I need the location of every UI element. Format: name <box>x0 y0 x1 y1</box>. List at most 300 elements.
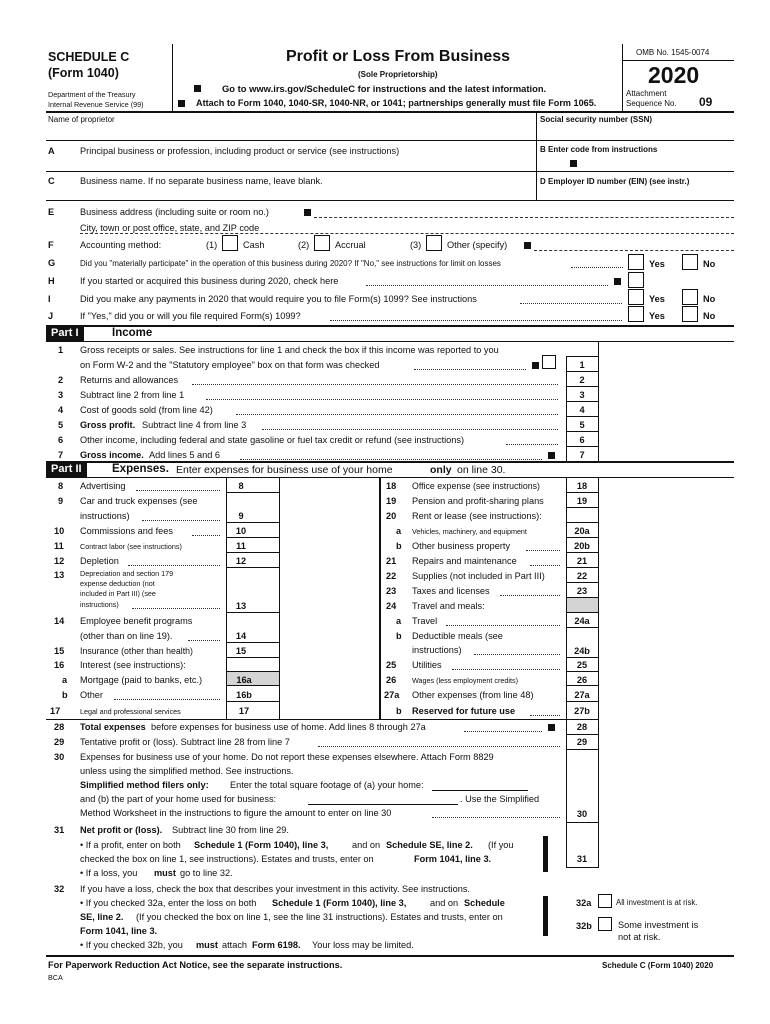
i-yes-checkbox[interactable] <box>628 289 644 305</box>
line-30-business-sqft: and (b) the part of your home used for business: <box>80 794 277 804</box>
line-number: 4 <box>58 405 64 415</box>
line-number: 9 <box>58 496 64 506</box>
leader-dots <box>188 640 220 641</box>
line-letter: b <box>396 541 402 551</box>
all-at-risk-checkbox[interactable] <box>598 894 612 908</box>
line-30-label: Expenses for business use of your home. Do not report these expenses elsewhere. Attach Form 8829 <box>80 752 494 762</box>
line-16-label: Interest (see instructions): <box>80 660 186 670</box>
line-number: 23 <box>386 586 397 596</box>
line-number-box: 24a <box>574 616 590 626</box>
other-method-field[interactable] <box>534 250 734 251</box>
line-14-label: Employee benefit programs <box>80 616 193 626</box>
bracket-icon <box>543 896 548 936</box>
leader-dots <box>366 285 608 286</box>
line-number-box: 12 <box>235 556 247 566</box>
divider <box>566 822 598 823</box>
line-number-box: 14 <box>235 631 247 641</box>
line-8-label: Advertising <box>80 481 126 491</box>
line-1-label: Gross receipts or sales. See instructions for line 1 and check the box if this income was reported to you <box>80 345 499 355</box>
line-30-simplified-cont: . Use the Simplified <box>460 794 540 804</box>
line-25-label: Utilities <box>412 660 442 670</box>
line-24a-label: Travel <box>412 616 438 626</box>
line-number-box: 31 <box>576 854 588 864</box>
tax-year: 2020 <box>648 62 700 88</box>
line-number-box: 21 <box>576 556 588 566</box>
option-number: (2) <box>298 240 310 250</box>
leader-dots <box>236 414 558 415</box>
omb-number: OMB No. 1545-0074 <box>636 48 710 57</box>
line-31-and: and on <box>352 840 381 850</box>
bullet-icon <box>548 452 555 459</box>
line-i-label: Did you make any payments in 2020 that would require you to file Form(s) 1099? See instructions <box>80 294 477 304</box>
attach-instructions: Attach to Form 1040, 1040-SR, 1040-NR, or 1041; partnerships generally must file Form 1065. <box>196 98 597 108</box>
line-32-form1041: Form 1041, line 3. <box>80 926 158 936</box>
line-31-must: must <box>154 868 176 878</box>
divider <box>598 823 599 868</box>
line-14-label-cont: (other than on line 19). <box>80 631 173 641</box>
line-letter: a <box>396 616 402 626</box>
divider <box>566 749 598 750</box>
leader-dots <box>318 746 560 747</box>
line-32-sched1: Schedule 1 (Form 1040), line 3, <box>272 898 407 908</box>
line-number: 1 <box>58 345 64 355</box>
divider <box>536 112 537 141</box>
line-number: 10 <box>54 526 65 536</box>
divider <box>566 685 598 686</box>
line-31-checked: checked the box on line 1, see instructions). Estates and trusts, enter on <box>80 854 374 864</box>
line-number: 17 <box>50 706 61 716</box>
divider <box>566 582 598 583</box>
j-no-checkbox[interactable] <box>682 306 698 322</box>
some-not-at-risk-label-cont: not at risk. <box>618 932 661 942</box>
line-13-label: Depreciation and section 179 <box>80 569 174 578</box>
line-number-box: 20b <box>574 541 590 551</box>
divider <box>566 507 598 508</box>
line-32-form6198: Form 6198. <box>252 940 301 950</box>
divider <box>566 416 598 417</box>
bullet-icon <box>532 362 539 369</box>
divider <box>46 955 734 957</box>
divider <box>566 431 598 432</box>
line-30-label-cont: unless using the simplified method. See instructions. <box>80 766 294 776</box>
line-letter: C <box>48 176 55 186</box>
paperwork-notice: For Paperwork Reduction Act Notice, see the separate instructions. <box>48 960 343 970</box>
line-22-label: Supplies (not included in Part III) <box>412 571 545 581</box>
divider <box>566 734 598 735</box>
other-method-checkbox[interactable] <box>426 235 442 251</box>
line-number-box: 24b <box>574 646 590 656</box>
line-31-profit: • If a profit, enter on both <box>80 840 181 850</box>
line-number-box: 15 <box>235 646 247 656</box>
leader-dots <box>136 490 220 491</box>
line-number-box: 17 <box>238 706 250 716</box>
line-13-label-cont: instructions) <box>80 600 119 609</box>
line-a-label: Principal business or profession, including product or service (see instructions) <box>80 146 400 156</box>
leader-dots <box>240 459 542 460</box>
line-24-label: Travel and meals: <box>412 601 485 611</box>
divider <box>598 753 599 823</box>
line-letter: G <box>48 258 56 268</box>
line-32-schedule: Schedule <box>464 898 505 908</box>
divider <box>226 657 279 658</box>
divider <box>598 341 599 462</box>
bullet-icon <box>304 209 311 216</box>
line-13-label-cont: expense deduction (not <box>80 579 155 588</box>
line-5-label: Gross profit. <box>80 420 136 430</box>
line-20b-label: Other business property <box>412 541 511 551</box>
line-4-label: Cost of goods sold (from line 42) <box>80 405 213 415</box>
line-c-label: Business name. If no separate business name, leave blank. <box>80 176 323 186</box>
line-number: 14 <box>54 616 65 626</box>
line-number-box: 9 <box>238 511 244 521</box>
line-28-label-cont: before expenses for business use of home. Add lines 8 through 27a <box>151 722 426 732</box>
divider <box>226 642 279 643</box>
divider <box>566 627 598 628</box>
form-label: (Form 1040) <box>48 66 119 80</box>
g-no-checkbox[interactable] <box>682 254 698 270</box>
accrual-checkbox[interactable] <box>314 235 330 251</box>
attachment-label: Attachment <box>626 89 667 98</box>
divider <box>226 492 279 493</box>
leader-dots <box>114 699 220 700</box>
line-17-label: Legal and professional services <box>80 707 181 716</box>
schedule-label: SCHEDULE C <box>48 50 130 64</box>
some-not-at-risk-checkbox[interactable] <box>598 917 612 931</box>
line-31-goto: go to line 32. <box>180 868 233 878</box>
line-number: 5 <box>58 420 64 430</box>
divider <box>46 719 566 720</box>
divider <box>566 867 598 868</box>
part-2-title-end: on line 30. <box>457 464 506 476</box>
some-not-at-risk-label: Some investment is <box>618 920 699 930</box>
divider <box>566 612 598 613</box>
goto-instructions: Go to www.irs.gov/ScheduleC for instructions and the latest information. <box>222 83 547 94</box>
line-32-must: must <box>196 940 218 950</box>
line-number: 20 <box>386 511 397 521</box>
line-number-box: 22 <box>576 571 588 581</box>
leader-dots <box>452 669 560 670</box>
dept-treasury: Department of the Treasury <box>48 90 136 99</box>
line-12-label: Depletion <box>80 556 119 566</box>
line-29-label: Tentative profit or (loss). Subtract line 28 from line 7 <box>80 737 290 747</box>
leader-dots <box>474 654 560 655</box>
yes-label: Yes <box>649 294 665 304</box>
line-number: 11 <box>54 541 64 551</box>
leader-dots <box>142 520 220 521</box>
line-number-box: 2 <box>579 375 585 385</box>
bullet-icon <box>548 724 555 731</box>
yes-label: Yes <box>649 311 665 321</box>
line-number: 32a <box>576 898 592 908</box>
line-32-label: If you have a loss, check the box that describes your investment in this activity. See instructions. <box>80 884 470 894</box>
bullet-icon <box>614 278 621 285</box>
divider <box>566 492 598 493</box>
leader-dots <box>464 731 542 732</box>
divider <box>566 401 598 402</box>
line-31-ifyou: (If you <box>488 840 514 850</box>
line-19-label: Pension and profit-sharing plans <box>412 496 544 506</box>
line-number-box: 29 <box>576 737 588 747</box>
line-number-box: 16b <box>236 690 252 700</box>
statutory-employee-checkbox[interactable] <box>542 355 556 369</box>
sequence-label: Sequence No. <box>626 99 677 108</box>
all-at-risk-label: All investment is at risk. <box>616 898 698 907</box>
line-number: 2 <box>58 375 64 385</box>
divider <box>46 140 734 141</box>
line-32-checked-a: • If you checked 32a, enter the loss on both <box>80 898 257 908</box>
leader-dots <box>530 715 560 716</box>
line-number-box: 27b <box>574 706 590 716</box>
line-11-label: Contract labor (see instructions) <box>80 542 182 551</box>
line-number: 22 <box>386 571 397 581</box>
bracket-icon <box>543 836 548 872</box>
line-24b-label-cont: instructions) <box>412 645 462 655</box>
line-number: 31 <box>54 825 65 835</box>
leader-dots <box>500 595 560 596</box>
line-32-attach: attach <box>222 940 248 950</box>
line-number: 7 <box>58 450 64 460</box>
line-letter: a <box>62 675 68 685</box>
line-number-box: 13 <box>235 601 247 611</box>
line-20-label: Rent or lease (see instructions): <box>412 511 542 521</box>
line-number: 19 <box>386 496 397 506</box>
line-number: 15 <box>54 646 65 656</box>
form-reference: Schedule C (Form 1040) 2020 <box>602 961 714 970</box>
divider <box>536 140 537 172</box>
line-f-label: Accounting method: <box>80 240 162 250</box>
dept-irs: Internal Revenue Service (99) <box>48 100 144 109</box>
line-28-label: Total expenses <box>80 722 146 732</box>
line-e-label: Business address (including suite or room no.) <box>80 207 269 217</box>
divider <box>566 446 598 447</box>
leader-dots <box>506 444 558 445</box>
line-32-and: and on <box>430 898 459 908</box>
line-31-sched1: Schedule 1 (Form 1040), line 3, <box>194 840 329 850</box>
line-number-box: 27a <box>574 690 590 700</box>
line-26-label: Wages (less employment credits) <box>412 676 518 685</box>
page-subtitle: (Sole Proprietorship) <box>358 70 438 79</box>
leader-dots <box>262 429 558 430</box>
divider <box>566 657 598 658</box>
line-31-sched-se: Schedule SE, line 2. <box>386 840 473 850</box>
bca-label: BCA <box>48 973 63 982</box>
line-number: 21 <box>386 556 397 566</box>
line-number: 28 <box>54 722 65 732</box>
divider <box>226 612 279 613</box>
divider <box>622 44 623 112</box>
accrual-label: Accrual <box>335 240 366 250</box>
line-number: 13 <box>54 570 65 580</box>
line-g-label: Did you "materially participate" in the operation of this business during 2020? If "No," see instructions for limit on losses <box>80 259 501 268</box>
part-2-title-cont: Enter expenses for business use of your home <box>176 464 393 476</box>
line-h-label: If you started or acquired this business during 2020, check here <box>80 276 339 286</box>
divider <box>46 111 734 113</box>
line-27a-label: Other expenses (from line 48) <box>412 690 534 700</box>
divider <box>622 60 734 61</box>
divider <box>566 522 598 523</box>
line-letter: b <box>396 706 402 716</box>
line-number-box: 28 <box>576 722 588 732</box>
line-32-se-line: SE, line 2. <box>80 912 124 922</box>
line-number-box: 18 <box>576 481 588 491</box>
line-20a-label: Vehicles, machinery, and equipment <box>412 527 527 536</box>
line-18-label: Office expense (see instructions) <box>412 481 540 491</box>
divider <box>226 671 279 672</box>
divider <box>172 44 173 112</box>
line-32-checked-line1: (If you checked the box on line 1, see the line 31 instructions). Estates and trusts, enter on <box>136 912 503 922</box>
no-label: No <box>703 259 716 269</box>
line-number-box: 11 <box>236 541 246 551</box>
leader-dots <box>530 565 560 566</box>
line-number: 8 <box>58 481 64 491</box>
line-number: 26 <box>386 675 397 685</box>
g-yes-checkbox[interactable] <box>628 254 644 270</box>
line-31-label: Net profit or (loss). <box>80 825 163 835</box>
leader-dots <box>192 384 558 385</box>
line-number: 32 <box>54 884 65 894</box>
line-9-label-cont: instructions) <box>80 511 130 521</box>
line-15-label: Insurance (other than health) <box>80 646 193 656</box>
divider <box>46 171 734 172</box>
line-number-box: 7 <box>579 450 585 460</box>
line-number-box: 10 <box>235 526 247 536</box>
divider <box>566 719 598 720</box>
line-7-label-cont: Add lines 5 and 6 <box>149 450 221 460</box>
divider <box>566 552 598 553</box>
part-1-tag: Part I <box>46 326 84 341</box>
line-number-box: 1 <box>579 360 585 370</box>
no-label: No <box>703 311 716 321</box>
name-label: Name of proprietor <box>48 115 115 124</box>
divider <box>226 552 279 553</box>
divider <box>566 701 598 702</box>
line-d-label: D Employer ID number (EIN) (see instr.) <box>540 177 690 186</box>
h-checkbox[interactable] <box>628 272 644 288</box>
line-7-label: Gross income. <box>80 450 144 460</box>
leader-dots <box>520 303 622 304</box>
line-10-label: Commissions and fees <box>80 526 173 536</box>
ssn-label: Social security number (SSN) <box>540 115 653 124</box>
line-letter: H <box>48 276 55 286</box>
no-label: No <box>703 294 716 304</box>
line-30-simplified: Simplified method filers only: <box>80 780 209 790</box>
business-sqft-field[interactable] <box>308 804 458 805</box>
city-field[interactable] <box>80 233 734 234</box>
line-letter: b <box>396 631 402 641</box>
option-number: (3) <box>410 240 422 250</box>
divider <box>226 522 279 523</box>
j-yes-checkbox[interactable] <box>628 306 644 322</box>
leader-dots <box>414 369 526 370</box>
line-number: 30 <box>54 752 65 762</box>
sequence-number: 09 <box>699 95 713 109</box>
line-1-label-cont: on Form W-2 and the "Statutory employee" box on that form was checked <box>80 360 380 370</box>
line-number-box: 25 <box>576 660 588 670</box>
line-number: 25 <box>386 660 397 670</box>
line-2-label: Returns and allowances <box>80 375 179 385</box>
other-method-label: Other (specify) <box>447 240 508 250</box>
line-number: 24 <box>386 601 397 611</box>
shaded-cell <box>567 597 598 612</box>
line-number-box: 19 <box>576 496 588 506</box>
address-field[interactable] <box>314 217 734 218</box>
bullet-icon <box>194 85 201 92</box>
line-31-loss: • If a loss, you <box>80 868 138 878</box>
line-letter: I <box>48 294 51 304</box>
option-number: (1) <box>206 240 218 250</box>
line-31-label-cont: Subtract line 30 from line 29. <box>172 825 289 835</box>
divider <box>566 567 598 568</box>
bullet-icon <box>570 160 577 167</box>
line-32-checked-b: • If you checked 32b, you <box>80 940 183 950</box>
part-1-title: Income <box>112 327 153 339</box>
leader-dots <box>128 565 220 566</box>
divider <box>566 356 598 357</box>
i-no-checkbox[interactable] <box>682 289 698 305</box>
line-27b-label: Reserved for future use <box>412 706 516 716</box>
leader-dots <box>571 267 623 268</box>
line-b-label: B Enter code from instructions <box>540 145 658 154</box>
leader-dots <box>192 535 220 536</box>
bullet-icon <box>178 100 185 107</box>
divider <box>46 200 734 201</box>
line-number-box: 8 <box>238 481 244 491</box>
divider <box>566 537 598 538</box>
line-number: 3 <box>58 390 64 400</box>
line-6-label: Other income, including federal and state gasoline or fuel tax credit or refund (see instructions) <box>80 435 465 445</box>
divider <box>279 477 280 719</box>
line-21-label: Repairs and maintenance <box>412 556 517 566</box>
line-number: 12 <box>54 556 65 566</box>
line-number: 6 <box>58 435 64 445</box>
line-23-label: Taxes and licenses <box>412 586 490 596</box>
divider <box>566 671 598 672</box>
line-letter: a <box>396 526 402 536</box>
line-number-box: 20a <box>574 526 590 536</box>
leader-dots <box>330 320 622 321</box>
leader-dots <box>206 399 558 400</box>
divider <box>566 386 598 387</box>
divider <box>226 701 279 702</box>
line-9-label: Car and truck expenses (see <box>80 496 198 506</box>
line-letter: A <box>48 146 55 156</box>
line-number: 16 <box>54 660 65 670</box>
home-sqft-field[interactable] <box>432 790 528 791</box>
divider <box>598 477 599 753</box>
line-number: 27a <box>384 690 400 700</box>
divider <box>226 685 279 686</box>
line-number: 32b <box>576 921 592 931</box>
yes-label: Yes <box>649 259 665 269</box>
divider <box>566 597 598 598</box>
divider <box>566 371 598 372</box>
divider <box>379 477 381 719</box>
line-3-label: Subtract line 2 from line 1 <box>80 390 185 400</box>
leader-dots <box>526 550 560 551</box>
line-30-home-sqft: Enter the total square footage of (a) your home: <box>230 780 424 790</box>
line-letter: F <box>48 240 54 250</box>
divider <box>226 567 279 568</box>
line-j-label: If "Yes," did you or will you file required Form(s) 1099? <box>80 311 301 321</box>
cash-checkbox[interactable] <box>222 235 238 251</box>
part-2-title: Expenses. <box>112 463 169 475</box>
line-number-box: 6 <box>579 435 585 445</box>
line-31-form1041: Form 1041, line 3. <box>414 854 492 864</box>
line-number-box: 3 <box>579 390 585 400</box>
cash-label: Cash <box>243 240 265 250</box>
line-letter: E <box>48 207 55 217</box>
line-number: 18 <box>386 481 397 491</box>
